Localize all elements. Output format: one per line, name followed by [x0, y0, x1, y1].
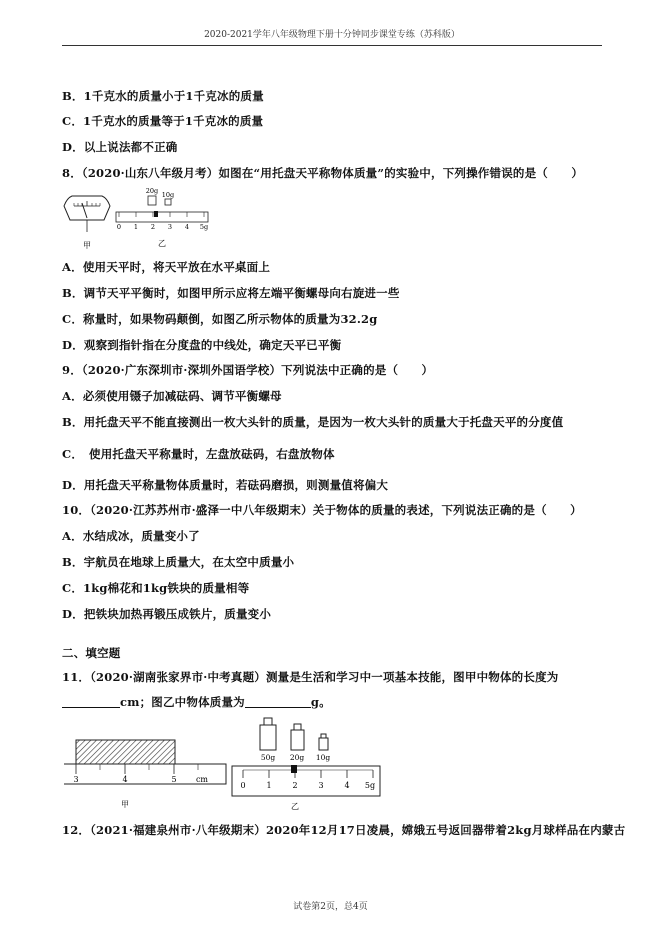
fig8-scale-4: 4	[184, 223, 190, 231]
weight-label-10g: 10g	[315, 753, 331, 762]
q11-figure	[62, 712, 392, 814]
fig8-scale-1: 1	[133, 223, 139, 231]
fig8-scale-0: 0	[116, 223, 122, 231]
fig11-scale-1: 1	[266, 781, 272, 790]
fig11-scale-4: 4	[344, 781, 350, 790]
fig8-label-yi: 乙	[158, 239, 166, 248]
q10-stem: 10．（2020·江苏苏州市·盛泽一中八年级期末）关于物体的质量的表述，下列说法正确的是（ ）	[62, 503, 582, 517]
q9-option-b: B．用托盘天平不能直接测出一枚大头针的质量，是因为一枚大头针的质量大于托盘天平的分度值	[62, 415, 564, 429]
fig11-scale-3: 3	[318, 781, 324, 790]
fig11-scale-0: 0	[240, 781, 246, 790]
ruler-label-3: 3	[73, 775, 79, 784]
page-footer: 试卷第2页，总4页	[293, 902, 368, 912]
q8-option-b: B．调节天平平衡时，如图甲所示应将左端平衡螺母向右旋进一些	[62, 286, 400, 300]
q8-option-a: A．使用天平时，将天平放在水平桌面上	[62, 260, 271, 274]
q10-option-c: C．1kg棉花和1kg铁块的质量相等	[62, 581, 250, 595]
q10-option-a: A．水结成冰，质量变小了	[62, 529, 200, 543]
weight-label-20g: 20g	[289, 753, 305, 762]
q9-stem: 9．（2020·广东深圳市·深圳外国语学校）下列说法中正确的是（ ）	[62, 363, 434, 377]
q11-blank-mass[interactable]	[245, 695, 311, 708]
q11-stem: 11．（2020·湖南张家界市·中考真题）测量是生活和学习中一项基本技能，图甲中物体的长度为	[62, 670, 559, 684]
weight-label-50g: 50g	[260, 753, 276, 762]
fig11-scale-5g: 5g	[364, 781, 376, 790]
q11-blank-length[interactable]	[62, 695, 120, 708]
q9-option-a: A．必须使用镊子加减砝码、调节平衡螺母	[62, 389, 282, 403]
q8-figure	[62, 184, 212, 254]
ruler-label-5: 5	[171, 775, 177, 784]
ruler-label-cm: cm	[195, 775, 209, 784]
q10-option-d: D．把铁块加热再锻压成铁片，质量变小	[62, 607, 272, 621]
q8-stem: 8．（2020·山东八年级月考）如图在“用托盘天平称物体质量”的实验中，下列操作错误的是（ ）	[62, 166, 584, 180]
ruler-figure-jia	[64, 740, 226, 809]
weights-and-scale-yi	[116, 187, 208, 248]
q8-option-d: D．观察到指针指在分度盘的中线处，确定天平已平衡	[62, 338, 342, 352]
weights-and-scale-yi	[232, 718, 380, 811]
balance-dial-jia	[64, 196, 110, 250]
q9-option-c: C． 使用托盘天平称量时，左盘放砝码，右盘放物体	[62, 447, 335, 461]
q11-unit-cm: cm；图乙中物体质量为	[120, 695, 245, 709]
fig11-label-jia: 甲	[121, 800, 129, 809]
fig11-scale-2: 2	[292, 781, 298, 790]
q8-option-c: C．称量时，如果物码颠倒，如图乙所示物体的质量为32.2g	[62, 312, 378, 326]
ruler-label-4: 4	[122, 775, 128, 784]
fig8-weight-10g: 10g	[161, 191, 175, 199]
fig8-weight-20g: 20g	[145, 187, 159, 195]
fig11-label-yi: 乙	[291, 802, 299, 811]
q12-stem: 12．（2021·福建泉州市·八年级期末）2020年12月17日凌晨，嫦娥五号返回器带着2kg月球样品在内蒙古	[62, 823, 626, 837]
fig8-scale-2: 2	[150, 223, 156, 231]
q7-option-d: D．以上说法都不正确	[62, 140, 178, 154]
fig8-scale-5g: 5g	[199, 223, 209, 231]
q11-unit-g: g。	[310, 695, 331, 709]
fig8-scale-3: 3	[167, 223, 173, 231]
page-header: 2020-2021学年八年级物理下册十分钟同步课堂专练（苏科版）	[62, 27, 602, 46]
q7-option-c: C．1千克水的质量等于1千克冰的质量	[62, 114, 264, 128]
q10-option-b: B．宇航员在地球上质量大，在太空中质量小	[62, 555, 295, 569]
q9-option-d: D．用托盘天平称量物体质量时，若砝码磨损，则测量值将偏大	[62, 478, 389, 492]
q11-answer-line	[62, 694, 331, 710]
q7-option-b: B．1千克水的质量小于1千克冰的质量	[62, 89, 264, 103]
fig8-label-jia: 甲	[83, 241, 91, 250]
section-fill-in-blank-title: 二、填空题	[62, 646, 121, 660]
